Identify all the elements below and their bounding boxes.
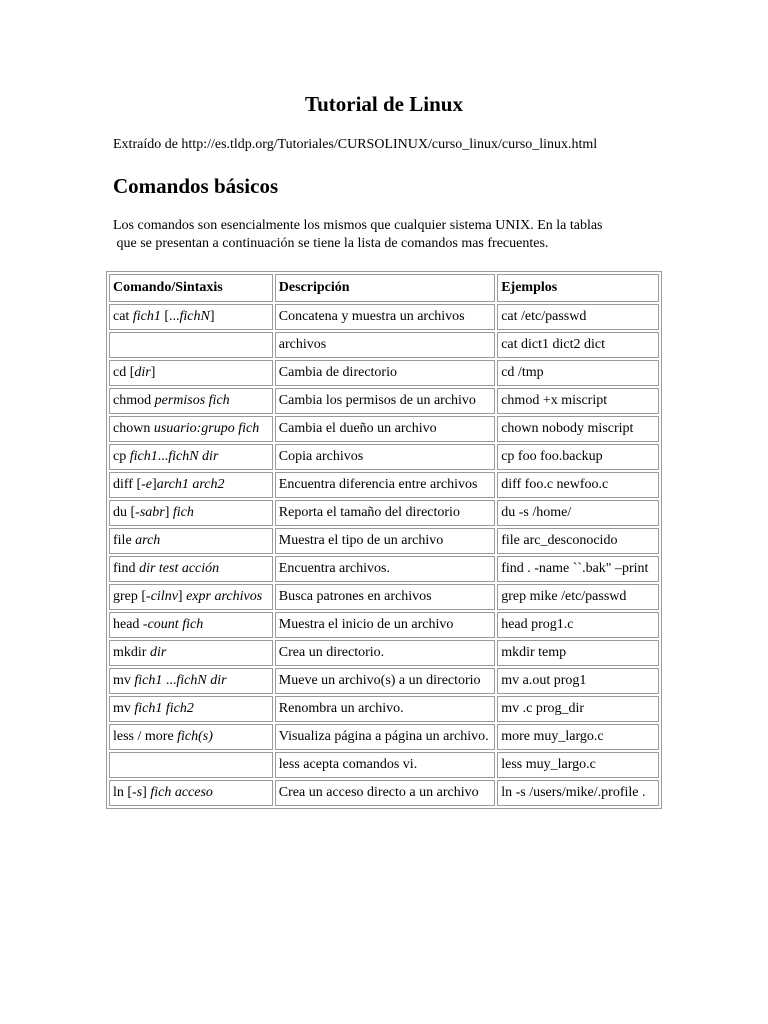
syntax-argument: fich acceso — [150, 785, 213, 800]
intro-line: que se presentan a continuación se tiene la lista de comandos mas frecuentes. — [113, 236, 549, 251]
syntax-text: find — [113, 561, 140, 576]
cell-syntax — [109, 724, 273, 750]
syntax-text: cp — [113, 449, 130, 464]
cell-syntax — [109, 640, 273, 666]
syntax-argument: arch — [135, 533, 161, 548]
table-row — [109, 584, 659, 610]
header-description: Descripción — [275, 274, 495, 302]
table-row — [109, 724, 659, 750]
syntax-text: ... — [157, 449, 169, 464]
cell-syntax — [109, 500, 273, 526]
cell-description: Crea un directorio. — [275, 640, 495, 666]
cell-example: ln -s /users/mike/.profile . — [497, 780, 659, 806]
cell-syntax — [109, 528, 273, 554]
cell-description: Encuentra archivos. — [275, 556, 495, 582]
cell-description: Busca patrones en archivos — [275, 584, 495, 610]
table-row — [109, 332, 659, 358]
source-line: Extraído de http://es.tldp.org/Tutoriales/CURSOLINUX/curso_linux/curso_linux.html — [113, 137, 598, 152]
syntax-text: cd [ — [113, 365, 135, 380]
cell-syntax — [109, 388, 273, 414]
syntax-text: [... — [160, 309, 180, 324]
cell-description: Muestra el inicio de un archivo — [275, 612, 495, 638]
syntax-text: chmod — [113, 393, 155, 408]
syntax-argument: fichN dir — [168, 449, 219, 464]
cell-description: Cambia el dueño un archivo — [275, 416, 495, 442]
syntax-text: less / more — [113, 729, 178, 744]
syntax-text: cat — [113, 309, 133, 324]
cell-description: Visualiza página a página un archivo. — [275, 724, 495, 750]
syntax-text: mv — [113, 701, 135, 716]
cell-example: cd /tmp — [497, 360, 659, 386]
table-row — [109, 444, 659, 470]
syntax-text: file — [113, 533, 136, 548]
syntax-text: mkdir — [113, 645, 150, 660]
cell-syntax — [109, 360, 273, 386]
cell-example: more muy_largo.c — [497, 724, 659, 750]
cell-example: du -s /home/ — [497, 500, 659, 526]
cell-syntax — [109, 584, 273, 610]
syntax-argument: permisos fich — [154, 393, 230, 408]
syntax-text: ln [- — [113, 785, 137, 800]
header-syntax: Comando/Sintaxis — [109, 274, 273, 302]
syntax-argument: fich1 fich2 — [134, 701, 194, 716]
syntax-argument: fichN dir — [176, 673, 227, 688]
cell-description: Copia archivos — [275, 444, 495, 470]
syntax-text: ] — [177, 589, 187, 604]
cell-example: less muy_largo.c — [497, 752, 659, 778]
syntax-text: ] — [150, 365, 156, 380]
cell-syntax — [109, 696, 273, 722]
cell-syntax — [109, 444, 273, 470]
cell-example: cat /etc/passwd — [497, 304, 659, 330]
cell-example: file arc_desconocido — [497, 528, 659, 554]
cell-syntax — [109, 416, 273, 442]
header-examples: Ejemplos — [497, 274, 659, 302]
syntax-text: ] — [142, 785, 151, 800]
table-row — [109, 304, 659, 330]
table-row — [109, 472, 659, 498]
syntax-text: grep [- — [113, 589, 151, 604]
cell-syntax — [109, 612, 273, 638]
syntax-text: du [- — [113, 505, 140, 520]
table-row — [109, 500, 659, 526]
syntax-text: ] — [152, 477, 157, 492]
cell-syntax — [109, 556, 273, 582]
cell-syntax — [109, 780, 273, 806]
syntax-argument: dir test acción — [139, 561, 220, 576]
syntax-argument: sabr — [139, 505, 165, 520]
table-header-row — [109, 274, 659, 302]
syntax-text: mv — [113, 673, 135, 688]
table-row — [109, 668, 659, 694]
syntax-argument: s — [136, 785, 143, 800]
cell-example: chmod +x miscript — [497, 388, 659, 414]
section-heading: Comandos básicos — [113, 174, 279, 198]
cell-description: Muestra el tipo de un archivo — [275, 528, 495, 554]
table-row — [109, 752, 659, 778]
cell-description: less acepta comandos vi. — [275, 752, 495, 778]
cell-syntax — [109, 304, 273, 330]
table-row — [109, 528, 659, 554]
cell-description: Cambia de directorio — [275, 360, 495, 386]
table-row — [109, 640, 659, 666]
cell-description: Cambia los permisos de un archivo — [275, 388, 495, 414]
table-body — [109, 304, 659, 806]
table-row — [109, 416, 659, 442]
syntax-text: head - — [113, 617, 148, 632]
table-row — [109, 556, 659, 582]
cell-example: mkdir temp — [497, 640, 659, 666]
syntax-text: diff [- — [113, 477, 146, 492]
syntax-text: ] — [164, 505, 173, 520]
cell-description: Renombra un archivo. — [275, 696, 495, 722]
cell-example: mv a.out prog1 — [497, 668, 659, 694]
syntax-argument: count fich — [147, 617, 204, 632]
syntax-argument: fich — [172, 505, 194, 520]
cell-description: Mueve un archivo(s) a un directorio — [275, 668, 495, 694]
syntax-text: ] — [209, 309, 215, 324]
cell-syntax — [109, 332, 273, 358]
syntax-argument: fich1 — [132, 309, 161, 324]
table-row — [109, 696, 659, 722]
syntax-argument: expr archivos — [186, 589, 263, 604]
syntax-argument: dir — [149, 645, 167, 660]
table-row — [109, 388, 659, 414]
document-title: Tutorial de Linux — [305, 92, 463, 116]
syntax-text: chown — [113, 421, 154, 436]
cell-example: find . -name ``.bak" –print — [497, 556, 659, 582]
commands-table — [106, 271, 662, 809]
intro-line: Los comandos son esencialmente los mismos que cualquier sistema UNIX. En la tablas — [113, 218, 603, 233]
cell-description: Concatena y muestra un archivos — [275, 304, 495, 330]
cell-example: grep mike /etc/passwd — [497, 584, 659, 610]
cell-syntax — [109, 472, 273, 498]
cell-description: archivos — [275, 332, 495, 358]
syntax-argument: arch1 arch2 — [156, 477, 225, 492]
cell-description: Reporta el tamaño del directorio — [275, 500, 495, 526]
syntax-argument: usuario:grupo fich — [153, 421, 260, 436]
syntax-argument: e — [145, 477, 153, 492]
table-row — [109, 780, 659, 806]
cell-example: cat dict1 dict2 dict — [497, 332, 659, 358]
cell-syntax — [109, 752, 273, 778]
table-row — [109, 360, 659, 386]
cell-example: diff foo.c newfoo.c — [497, 472, 659, 498]
cell-example: chown nobody miscript — [497, 416, 659, 442]
cell-example: mv .c prog_dir — [497, 696, 659, 722]
syntax-argument: fichN — [179, 309, 210, 324]
syntax-argument: fich(s) — [177, 729, 213, 744]
syntax-text: ... — [162, 673, 177, 688]
cell-description: Crea un acceso directo a un archivo — [275, 780, 495, 806]
cell-example: cp foo foo.backup — [497, 444, 659, 470]
syntax-argument: cilnv — [150, 589, 178, 604]
intro-paragraph — [113, 217, 673, 253]
syntax-argument: fich1 — [134, 673, 163, 688]
cell-example: head prog1.c — [497, 612, 659, 638]
table-row — [109, 612, 659, 638]
cell-syntax — [109, 668, 273, 694]
syntax-argument: dir — [134, 365, 151, 380]
cell-description: Encuentra diferencia entre archivos — [275, 472, 495, 498]
syntax-argument: fich1 — [129, 449, 158, 464]
